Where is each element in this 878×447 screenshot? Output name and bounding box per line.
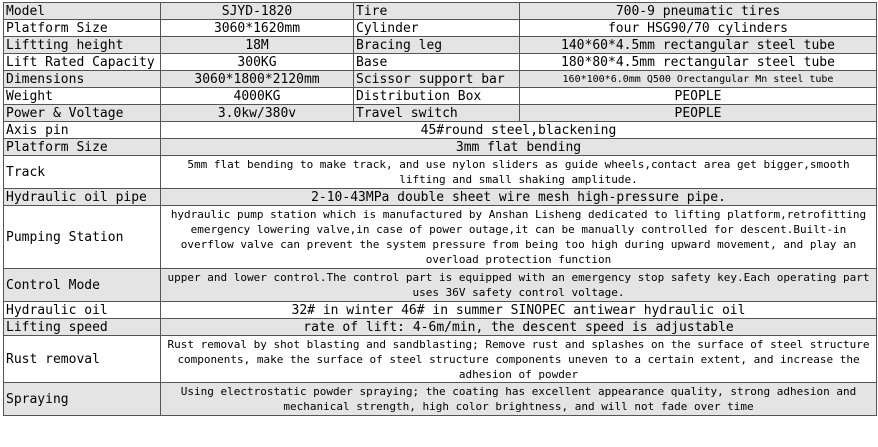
detail-value: hydraulic pump station which is manufactured by Anshan Lisheng dedicated to lifting platform,retrofitting emergency lowering valve,in case of power outage,it can be manually controlled for descent.Built-in overflow valve can prevent the system pressure from being too high during upward movement, and play an overload protection function (161, 206, 877, 269)
detail-label: Control Mode (4, 269, 161, 302)
spec-label: Travel switch (354, 105, 520, 122)
spec-value: PEOPLE (520, 88, 877, 105)
detail-value: 3mm flat bending (161, 139, 877, 156)
spec-value: 18M (161, 37, 354, 54)
spec-value: 300KG (161, 54, 354, 71)
spec-row (4, 3, 877, 20)
detail-row-pumping-station (4, 206, 877, 269)
spec-value: 700-9 pneumatic tires (520, 3, 877, 20)
detail-value: 45#round steel,blackening (161, 122, 877, 139)
detail-label: Track (4, 156, 161, 189)
spec-label: Model (4, 3, 161, 20)
detail-row-spraying (4, 383, 877, 416)
detail-row-platform-size (4, 139, 877, 156)
detail-label: Pumping Station (4, 206, 161, 269)
spec-value: 160*100*6.0mm Q500 Orectangular Mn steel tube (520, 71, 877, 88)
spec-value: four HSG90/70 cylinders (520, 20, 877, 37)
detail-row-control-mode (4, 269, 877, 302)
spec-value: 3.0kw/380v (161, 105, 354, 122)
detail-label: Axis pin (4, 122, 161, 139)
spec-row (4, 88, 877, 105)
detail-label: Platform Size (4, 139, 161, 156)
detail-row-track (4, 156, 877, 189)
detail-label: Hydraulic oil pipe (4, 189, 161, 206)
spec-label: Weight (4, 88, 161, 105)
spec-label: Liftting height (4, 37, 161, 54)
detail-value: Using electrostatic powder spraying; the coating has excellent appearance quality, strong adhesion and mechanical strength, high color brightness, and will not fade over time (161, 383, 877, 416)
detail-label: Lifting speed (4, 319, 161, 336)
detail-row-lifting-speed (4, 319, 877, 336)
detail-label: Hydraulic oil (4, 302, 161, 319)
spec-value: 3060*1620mm (161, 20, 354, 37)
spec-value: PEOPLE (520, 105, 877, 122)
spec-value: 3060*1800*2120mm (161, 71, 354, 88)
detail-value: 5mm flat bending to make track, and use nylon sliders as guide wheels,contact area get bigger,smooth lifting and small shaking amplitude. (161, 156, 877, 189)
spec-row (4, 105, 877, 122)
detail-value: upper and lower control.The control part is equipped with an emergency stop safety key.Each operating part uses 36V safety control voltage. (161, 269, 877, 302)
detail-value: 32# in winter 46# in summer SINOPEC antiwear hydraulic oil (161, 302, 877, 319)
spec-label: Bracing leg (354, 37, 520, 54)
detail-row-hydraulic-oil-pipe (4, 189, 877, 206)
detail-label: Spraying (4, 383, 161, 416)
spec-label: Dimensions (4, 71, 161, 88)
spec-label: Power & Voltage (4, 105, 161, 122)
spec-row (4, 71, 877, 88)
detail-value: 2-10-43MPa double sheet wire mesh high-pressure pipe. (161, 189, 877, 206)
spec-row (4, 20, 877, 37)
spec-value: SJYD-1820 (161, 3, 354, 20)
detail-row-hydraulic-oil (4, 302, 877, 319)
spec-label: Base (354, 54, 520, 71)
spec-label: Platform Size (4, 20, 161, 37)
detail-value: rate of lift: 4-6m/min, the descent speed is adjustable (161, 319, 877, 336)
spec-label: Cylinder (354, 20, 520, 37)
detail-row-rust-removal (4, 336, 877, 383)
detail-label: Rust removal (4, 336, 161, 383)
spec-value: 4000KG (161, 88, 354, 105)
spec-label: Scissor support bar (354, 71, 520, 88)
spec-label: Lift Rated Capacity (4, 54, 161, 71)
spec-row (4, 37, 877, 54)
spec-row (4, 54, 877, 71)
spec-table (3, 2, 877, 416)
spec-label: Tire (354, 3, 520, 20)
spec-value: 140*60*4.5mm rectangular steel tube (520, 37, 877, 54)
spec-value: 180*80*4.5mm rectangular steel tube (520, 54, 877, 71)
spec-label: Distribution Box (354, 88, 520, 105)
detail-value: Rust removal by shot blasting and sandblasting; Remove rust and splashes on the surface of steel structure components, make the surface of steel structure components uneven to a certain extent, and increase the adhesion of powder (161, 336, 877, 383)
detail-row-axis-pin (4, 122, 877, 139)
